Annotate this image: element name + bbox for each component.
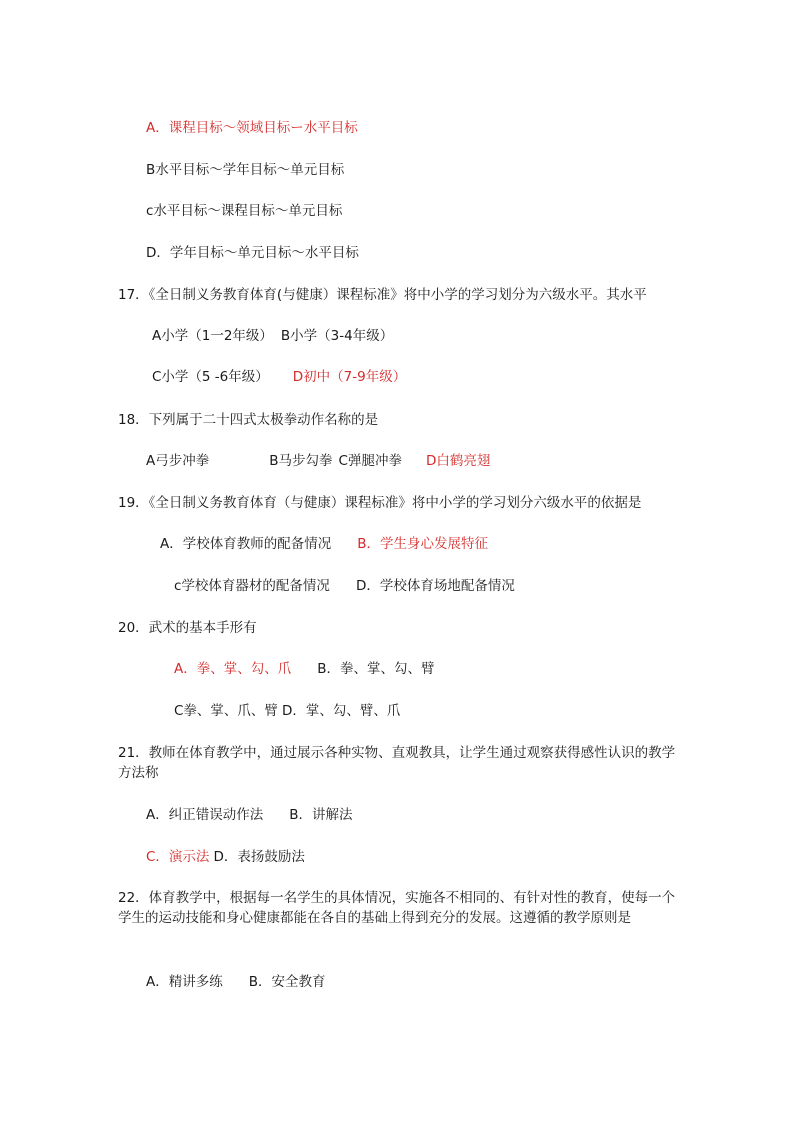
q19-options-row-2 bbox=[174, 576, 515, 596]
q19-stem: 19．《全日制义务教育体育（与健康）课程标准》将中小学的学习划分六级水平的依据是 bbox=[118, 495, 642, 511]
q18-option-d: D白鹤亮翅 bbox=[425, 453, 491, 469]
q21-options-row-2 bbox=[146, 847, 305, 867]
q18-options-row bbox=[146, 451, 490, 471]
q22-option-a: A．精讲多练 bbox=[146, 974, 223, 990]
q20-option-d: D．掌、勾、臂、爪 bbox=[281, 703, 401, 719]
q21-option-b: B．讲解法 bbox=[289, 807, 353, 823]
q17-stem: 17．《全日制义务教育体育(与健康）课程标准》将中小学的学习划分为六级水平。其水平 bbox=[118, 287, 647, 303]
q19-option-b: B．学生身心发展特征 bbox=[357, 536, 489, 552]
q18-option-a: A弓步冲拳 bbox=[146, 453, 210, 469]
q21-option-d: D．表扬鼓励法 bbox=[213, 849, 305, 865]
q16-option-c: c水平目标～课程目标～单元目标 bbox=[146, 203, 343, 219]
q20-options-row-1 bbox=[174, 659, 435, 679]
q17-option-d: D初中（7-9年级） bbox=[292, 369, 407, 385]
q21-option-c: C．演示法 bbox=[146, 849, 210, 865]
q19-option-d: D．学校体育场地配备情况 bbox=[355, 578, 515, 594]
q20-option-c: C拳、掌、爪、臂 bbox=[174, 703, 278, 719]
q17-option-c: C小学（5 -6年级） bbox=[152, 369, 269, 385]
q19-option-c: c学校体育器材的配备情况 bbox=[174, 578, 330, 594]
q20-options-row-2 bbox=[174, 701, 400, 721]
q21-options-row-1 bbox=[146, 805, 353, 825]
q21-stem: 21．教师在体育教学中，通过展示各种实物、直观教具，让学生通过观察获得感性认识的教学方法称 bbox=[118, 745, 676, 781]
q22-stem: 22．体育教学中，根据每一名学生的具体情况，实施各不相同的、有针对性的教育，使每一个学生的运动技能和身心健康都能在各自的基础上得到充分的发展。这遵循的教学原则是 bbox=[118, 890, 676, 926]
q17-options-row-1 bbox=[152, 326, 393, 346]
q20-option-b: B．拳、掌、勾、臂 bbox=[317, 661, 435, 677]
q19-options-row-1 bbox=[160, 534, 488, 554]
q17-option-b: B小学（3-4年级） bbox=[280, 328, 394, 344]
q17-option-a: A小学（1一2年级） bbox=[152, 328, 273, 344]
q18-stem: 18．下列属于二十四式太极拳动作名称的是 bbox=[118, 412, 379, 428]
q17-options-row-2 bbox=[152, 367, 406, 387]
q20-stem: 20．武术的基本手形有 bbox=[118, 620, 257, 636]
q21-option-a: A．纠正错误动作法 bbox=[146, 807, 264, 823]
q16-option-a: A．课程目标～领域目标ー水平目标 bbox=[146, 120, 358, 136]
q22-options-row bbox=[146, 972, 326, 992]
q16-option-b: B水平目标～学年目标～单元目标 bbox=[146, 162, 345, 178]
q19-option-a: A．学校体育教师的配备情况 bbox=[160, 536, 332, 552]
q16-option-d: D．学年目标～单元目标～水平目标 bbox=[146, 245, 359, 261]
q18-option-b: B马步勾拳 bbox=[269, 453, 333, 469]
q22-option-b: B．安全教育 bbox=[248, 974, 326, 990]
q20-option-a: A．拳、掌、勾、爪 bbox=[174, 661, 292, 677]
q18-option-c: C弹腿冲拳 bbox=[338, 453, 402, 469]
